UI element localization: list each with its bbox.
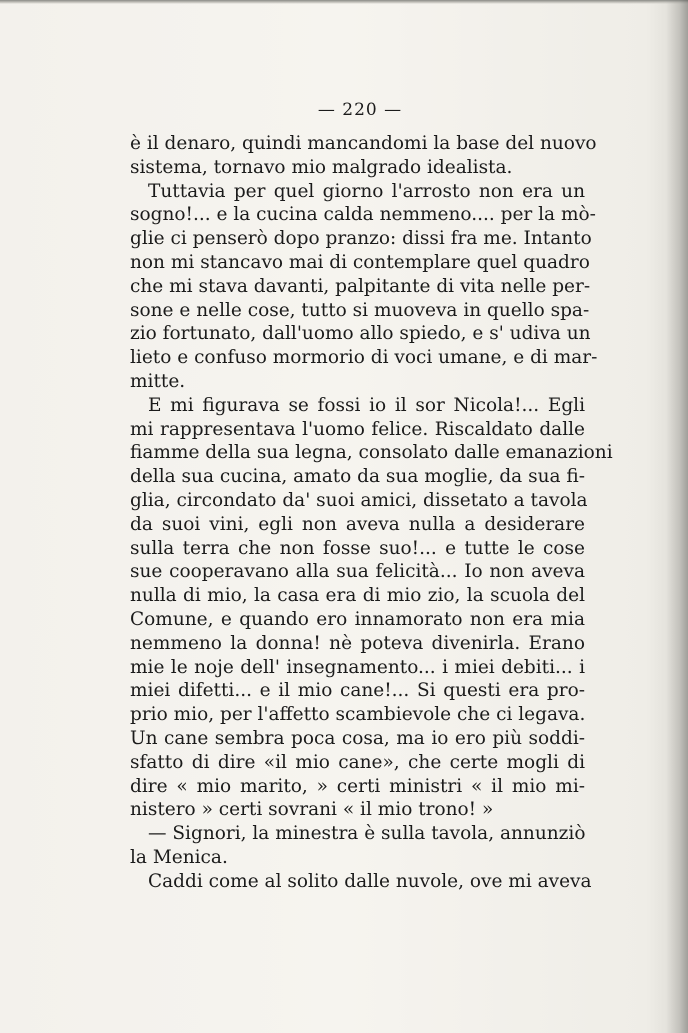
- text-line: prio mio, per l'affetto scambievole che ci legava.: [130, 704, 586, 726]
- text-line: da suoi vini, egli non aveva nulla a desiderare: [130, 513, 585, 535]
- text-line: sue cooperavano alla sua felicità... Io non aveva: [130, 561, 585, 583]
- text-line: la Menica.: [130, 846, 228, 868]
- page-number: — 220 —: [317, 100, 403, 120]
- text-line: Caddi come al solito dalle nuvole, ove mi aveva: [148, 870, 592, 892]
- page-top-edge: [0, 0, 688, 4]
- text-line: mi rappresentava l'uomo felice. Riscaldato dalle: [130, 418, 585, 440]
- text-line: sfatto di dire «il mio cane», che certe mogli di: [130, 751, 585, 773]
- text-line: è il denaro, quindi mancandomi la base del nuovo: [130, 133, 597, 154]
- text-line: che mi stava davanti, palpitante di vita nelle per-: [130, 275, 591, 297]
- text-line: mie le noje dell' insegnamento... i miei debiti... i: [130, 656, 585, 678]
- text-line: non mi stancavo mai di contemplare quel quadro: [130, 251, 590, 273]
- text-line: sone e nelle cose, tutto si muoveva in quello spa-: [130, 299, 590, 321]
- body-text: [130, 132, 613, 894]
- text-line: E mi figurava se fossi io il sor Nicola!... Egli: [148, 394, 585, 416]
- text-line: lieto e confuso mormorio di voci umane, e di mar-: [130, 347, 598, 369]
- text-line: zio fortunato, dall'uomo allo spiedo, e s' udiva un: [130, 323, 591, 345]
- text-line: Tuttavia per quel giorno l'arrosto non era un: [148, 180, 585, 202]
- text-line: miei difetti... e il mio cane!... Si questi era pro-: [130, 680, 585, 702]
- text-line: sogno!... e la cucina calda nemmeno.... per la mò-: [130, 204, 596, 226]
- text-line: dire « mio marito, » certi ministri « il mio mi-: [130, 775, 585, 797]
- text-line: sistema, tornavo mio malgrado idealista.: [130, 156, 513, 178]
- text-line: della sua cucina, amato da sua moglie, da sua fi-: [130, 466, 585, 488]
- text-line: nemmeno la donna! nè poteva divenirla. Erano: [130, 632, 585, 654]
- text-line: glie ci penserò dopo pranzo: dissi fra me. Intanto: [130, 228, 592, 250]
- text-line: nulla di mio, la casa era di mio zio, la scuola del: [130, 585, 585, 607]
- text-line: — Signori, la minestra è sulla tavola, annunziò: [148, 823, 586, 845]
- text-line: sulla terra che non fosse suo!... e tutte le cose: [130, 537, 585, 559]
- text-line: fiamme della sua legna, consolato dalle emanazioni: [130, 442, 613, 464]
- text-line: mitte.: [130, 370, 186, 392]
- text-line: Comune, e quando ero innamorato non era mia: [130, 608, 585, 630]
- text-line: nistero » certi sovrani « il mio trono! »: [130, 799, 494, 821]
- text-line: Un cane sembra poca cosa, ma io ero più soddi-: [130, 727, 585, 749]
- text-line: glia, circondato da' suoi amici, dissetato a tavola: [130, 489, 588, 511]
- page-binding-shadow: [666, 0, 688, 1033]
